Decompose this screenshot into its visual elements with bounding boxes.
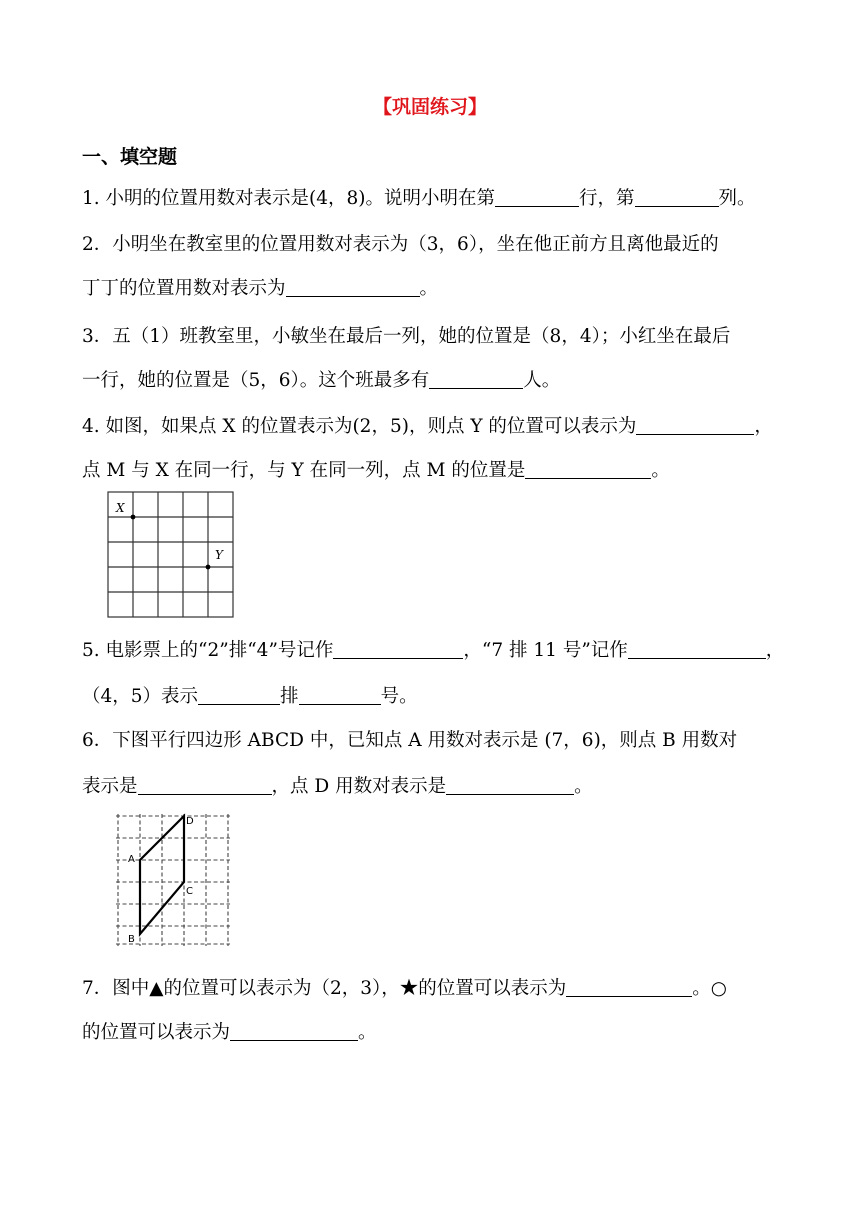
coordinate-grid-figure [107, 490, 237, 620]
question-5: 5. 电影票上的“2”排“4”号记作 ，“7 排 11 号”记作 ， [82, 640, 785, 661]
answer-blank[interactable] [525, 460, 651, 480]
question-5-line-2: （4，5）表示 排 号。 [82, 686, 418, 707]
question-6: 6．下图平行四边形 ABCD 中，已知点 A 用数对表示是 (7，6)，则点 B 用数对 [82, 730, 738, 751]
vertex-c-label: C [186, 886, 193, 897]
answer-blank[interactable] [299, 686, 381, 706]
question-1: 1. 小明的位置用数对表示是(4，8)。说明小明在第 行，第 列。 [82, 188, 756, 209]
answer-blank[interactable] [138, 776, 272, 796]
question-7-line-2: 的位置可以表示为 。 [82, 1022, 377, 1043]
question-2: 2．小明坐在教室里的位置用数对表示为（3，6），坐在他正前方且离他最近的 [82, 234, 719, 255]
answer-blank[interactable] [566, 978, 692, 998]
parallelogram-grid-figure [112, 812, 234, 948]
section-heading: 一、填空题 [82, 146, 178, 168]
answer-blank[interactable] [635, 188, 719, 208]
vertex-d-label: D [186, 816, 194, 827]
point-x [131, 515, 136, 520]
question-4: 4. 如图，如果点 X 的位置表示为(2，5)，则点 Y 的位置可以表示为 ， [82, 416, 773, 437]
answer-blank[interactable] [286, 278, 420, 298]
question-3: 3．五（1）班教室里，小敏坐在最后一列，她的位置是（8，4）；小红坐在最后 [82, 326, 731, 347]
answer-blank[interactable] [495, 188, 579, 208]
point-y-label: Y [215, 548, 223, 562]
vertex-a-label: A [128, 854, 135, 865]
answer-blank[interactable] [230, 1022, 358, 1042]
answer-blank[interactable] [429, 370, 523, 390]
answer-blank[interactable] [636, 416, 754, 436]
answer-blank[interactable] [333, 640, 463, 660]
question-4-line-2: 点 M 与 X 在同一行，与 Y 在同一列，点 M 的位置是 。 [82, 460, 670, 481]
vertex-b-label: B [128, 934, 135, 945]
answer-blank[interactable] [446, 776, 574, 796]
answer-blank[interactable] [198, 686, 280, 706]
question-2-line-2: 丁丁的位置用数对表示为 。 [82, 278, 439, 299]
question-3-line-2: 一行，她的位置是（5，6）。这个班最多有 人。 [82, 370, 561, 391]
point-y [206, 565, 211, 570]
answer-blank[interactable] [628, 640, 766, 660]
question-7: 7．图中▲的位置可以表示为（2，3），★的位置可以表示为 。○ [82, 978, 727, 999]
page-title: 【巩固练习】 [372, 96, 487, 118]
point-x-label: X [116, 501, 125, 515]
question-6-line-2: 表示是 ，点 D 用数对表示是 。 [82, 776, 593, 797]
